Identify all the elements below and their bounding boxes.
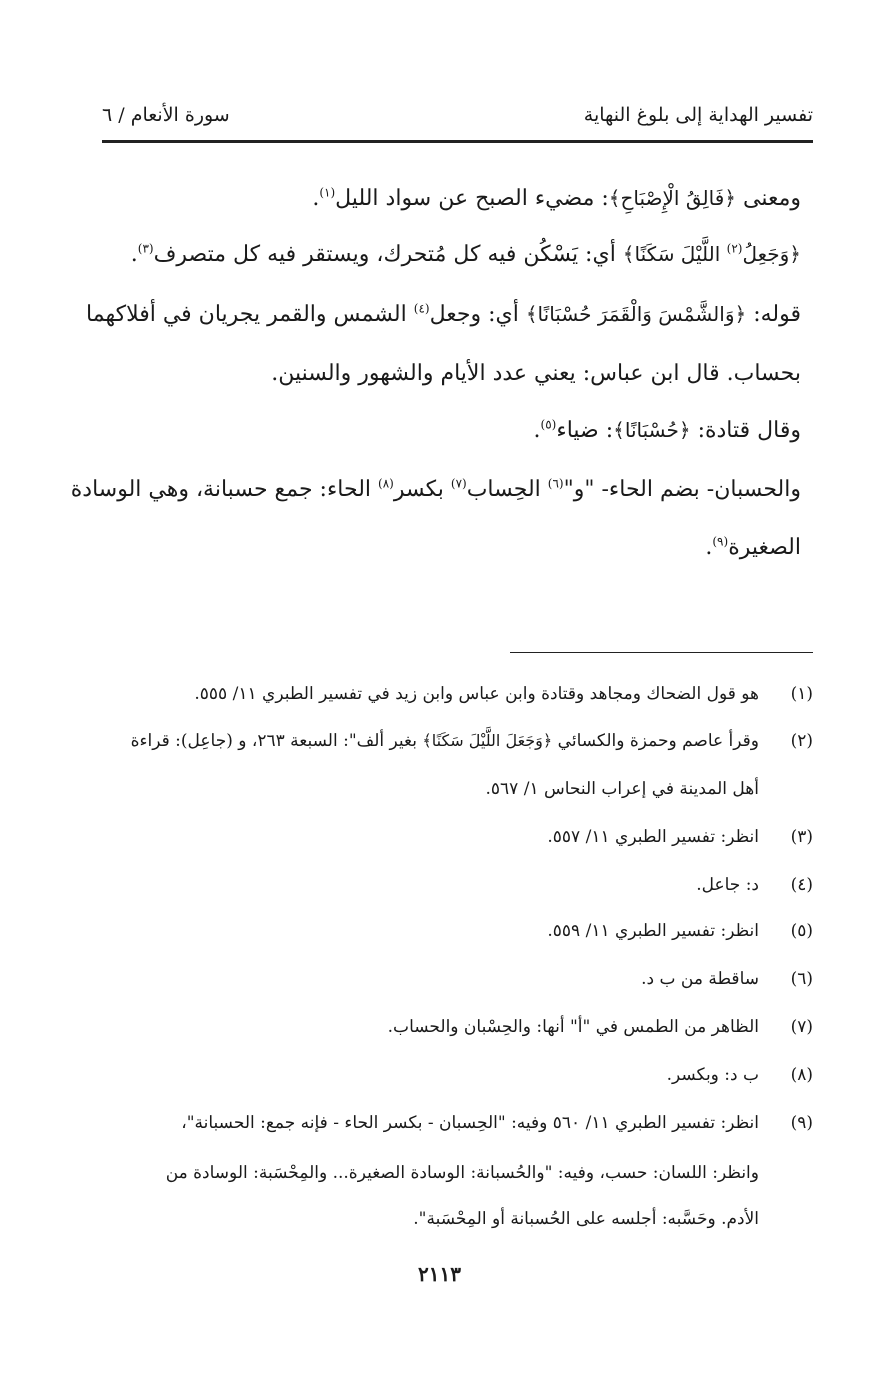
footnote-text: الظاهر من الطمس في "أ" أنها: والحِسْبان والحساب.	[387, 1017, 759, 1037]
body-line-6	[71, 470, 801, 510]
text: .	[130, 242, 138, 267]
footnote-ref: (١)	[319, 185, 336, 200]
footnote-ref: (٤)	[413, 301, 430, 316]
text: أي: وجعل	[429, 302, 526, 327]
body-line-5	[534, 410, 801, 450]
text: الصغيرة	[728, 535, 801, 560]
footnote-ref: (٦)	[547, 476, 564, 491]
footnote-9-continuation: الأدم. وحَسَّبه: أجلسه على الحُسبانة أو المِحْسَبة".	[413, 1209, 759, 1229]
footnote-text: د: جاعل.	[696, 875, 759, 895]
footnote-divider	[510, 652, 813, 653]
footnote-ref: (٩)	[712, 534, 729, 549]
footnote-2-continuation: أهل المدينة في إعراب النحاس ١/ ٥٦٧.	[485, 779, 759, 799]
text: .	[312, 186, 320, 211]
footnote-ref: (٣)	[137, 241, 154, 256]
footnote-number: (٢)	[790, 731, 813, 751]
text: والحسبان- بضم الحاء- "و"	[563, 477, 801, 502]
body-line-2	[131, 234, 801, 274]
footnote-number: (٣)	[790, 827, 813, 847]
quran-quote: ﴿فَالِقُ الْإِصْبَاحِ﴾	[608, 186, 736, 210]
running-header	[102, 100, 813, 140]
text: بكسر	[393, 477, 451, 502]
text: وقال قتادة:	[690, 418, 801, 443]
text: .	[705, 535, 713, 560]
footnote-number: (٧)	[790, 1017, 813, 1037]
quran-quote: اللَّيْلَ سَكَنًا﴾	[622, 242, 727, 266]
footnote-2	[131, 724, 813, 758]
body-line-1	[312, 178, 801, 218]
quran-quote: ﴿وَجَعَلَ اللَّيْلَ سَكَنًا﴾	[422, 731, 553, 750]
footnote-5	[547, 914, 813, 948]
book-title: تفسير الهداية إلى بلوغ النهاية	[583, 104, 813, 126]
text: قوله:	[746, 302, 801, 327]
footnote-text: انظر: تفسير الطبري ١١/ ٥٥٧.	[547, 827, 759, 847]
text: الحاء: جمع حسبانة، وهي الوسادة	[70, 477, 379, 502]
footnote-number: (٥)	[790, 921, 813, 941]
surah-label: سورة الأنعام / ٦	[102, 104, 230, 126]
footnote-text: وقرأ عاصم وحمزة والكسائي	[552, 731, 759, 751]
footnote-number: (٨)	[790, 1065, 813, 1085]
footnote-3	[547, 820, 813, 854]
footnote-ref: (٧)	[450, 476, 467, 491]
footnote-1	[194, 677, 813, 711]
text: : مضيء الصبح عن سواد الليل	[335, 186, 609, 211]
footnote-number: (٦)	[790, 969, 813, 989]
body-line-4: بحساب. قال ابن عباس: يعني عدد الأيام والشهور والسنين.	[271, 361, 801, 386]
footnote-9-continuation: وانظر: اللسان: حسب، وفيه: "والحُسبانة: الوسادة الصغيرة... والمِحْسَبة: الوسادة من	[165, 1163, 759, 1183]
text: ومعنى	[736, 186, 801, 211]
footnote-number: (١)	[790, 684, 813, 704]
footnote-4	[696, 868, 813, 902]
footnote-ref: (٨)	[378, 476, 394, 491]
quran-quote: ﴿وَجَعِلُ	[742, 242, 801, 266]
body-line-7	[705, 528, 801, 568]
quran-quote: ﴿حُسْبَانًا﴾	[613, 418, 691, 442]
footnote-6	[641, 962, 813, 996]
footnote-ref: (٥)	[540, 417, 557, 432]
text: الشمس والقمر يجريان في أفلاكهما	[86, 302, 414, 327]
header-divider	[102, 140, 813, 143]
page-number: ٢١١٣	[418, 1262, 461, 1286]
footnote-text: ساقطة من ب د.	[641, 969, 759, 989]
text: : ضياء	[556, 418, 614, 443]
footnote-8	[667, 1058, 813, 1092]
footnote-text: انظر: تفسير الطبري ١١/ ٥٦٠ وفيه: "الحِسبان - بكسر الحاء - فإنه جمع: الحسبانة"،	[181, 1113, 759, 1133]
text: .	[533, 418, 541, 443]
footnote-9	[181, 1106, 813, 1140]
footnote-ref: (٢)	[726, 241, 743, 256]
footnote-number: (٩)	[790, 1113, 813, 1133]
footnote-text: بغير ألف": السبعة ٢٦٣، و (جاعِل): قراءة	[130, 731, 423, 751]
footnote-text: هو قول الضحاك ومجاهد وقتادة وابن عباس وابن زيد في تفسير الطبري ١١/ ٥٥٥.	[194, 684, 759, 704]
footnote-number: (٤)	[790, 875, 813, 895]
body-line-3	[86, 294, 801, 334]
footnote-7	[388, 1010, 813, 1044]
quran-quote: ﴿وَالشَّمْسَ وَالْقَمَرَ حُسْبَانًا﴾	[525, 302, 747, 326]
footnote-text: انظر: تفسير الطبري ١١/ ٥٥٩.	[547, 921, 759, 941]
text: أي: يَسْكُن فيه كل مُتحرك، ويستقر فيه كل متصرف	[153, 242, 623, 267]
text: الحِساب	[466, 477, 548, 502]
footnote-text: ب د: وبكسر.	[666, 1065, 759, 1085]
